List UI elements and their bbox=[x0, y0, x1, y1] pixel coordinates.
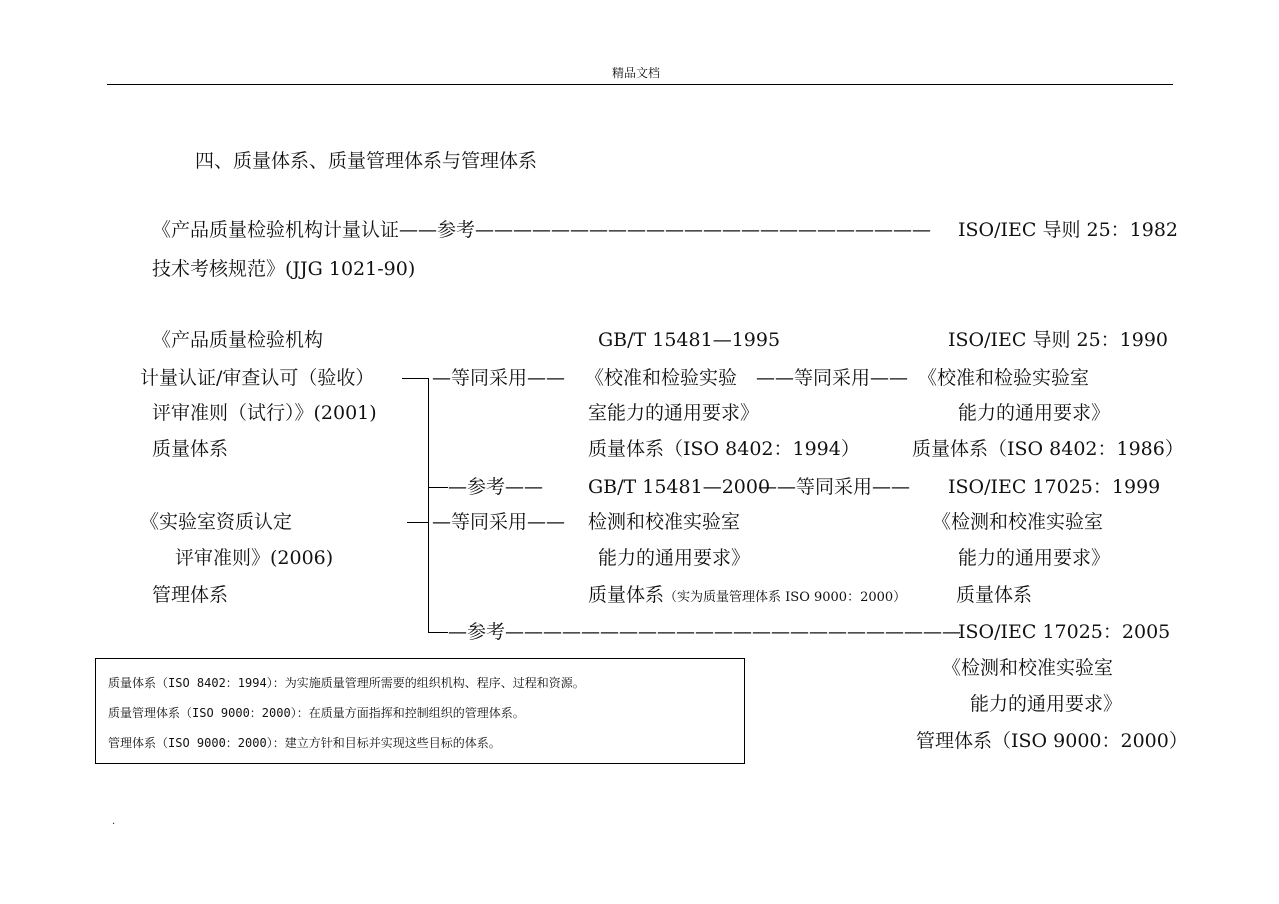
footer-mark: . bbox=[112, 816, 116, 827]
iso-2005-system: 管理体系（ISO 9000：2000） bbox=[916, 730, 1188, 752]
equal-adoption-label-mid-1: ——等同采用—— bbox=[756, 367, 909, 389]
reference-label-2: —参考———————————————————————— bbox=[448, 621, 962, 643]
gbt-2000-system bbox=[588, 583, 906, 610]
left-doc1-line3: 评审准则（试行）》(2001) bbox=[152, 402, 377, 424]
definition-quality-system: 质量体系（ISO 8402：1994）：为实施质量管理所需要的组织机构、程序、过程和资源。 bbox=[108, 676, 585, 690]
header-divider bbox=[107, 84, 1173, 85]
reference-label-1: —参考—— bbox=[448, 476, 544, 498]
gbt-15481-2000: GB/T 15481—2000 bbox=[588, 476, 771, 498]
iso-1999-system: 质量体系 bbox=[956, 584, 1033, 606]
definition-management-system: 管理体系（ISO 9000：2000）：建立方针和目标并实现这些目标的体系。 bbox=[108, 736, 501, 750]
iso-17025-1999: ISO/IEC 17025：1999 bbox=[948, 476, 1161, 498]
connector-doc2-stub bbox=[407, 522, 428, 523]
page-header-label: 精品文档 bbox=[612, 66, 661, 80]
gbt-15481-1995: GB/T 15481—1995 bbox=[598, 329, 781, 351]
gbt-2000-title-line2: 能力的通用要求》 bbox=[598, 547, 751, 569]
left-doc1-system: 质量体系 bbox=[152, 438, 229, 460]
gbt-2000-system-label: 质量体系 bbox=[588, 584, 665, 606]
iso-2005-title-line1: 《检测和校准实验室 bbox=[942, 657, 1114, 679]
jjg-reference-line: 《产品质量检验机构计量认证——参考———————————————————————— bbox=[152, 219, 932, 241]
left-doc1-line2: 计量认证/审查认可（验收） bbox=[140, 367, 375, 389]
iso-1990-title-line2: 能力的通用要求》 bbox=[958, 402, 1111, 424]
iso-17025-2005: ISO/IEC 17025：2005 bbox=[958, 621, 1171, 643]
jjg-title-line2: 技术考核规范》(JJG 1021-90) bbox=[152, 258, 416, 280]
equal-adoption-label-2: —等同采用—— bbox=[432, 511, 566, 533]
gbt-2000-title-line1: 检测和校准实验室 bbox=[588, 511, 741, 533]
iso-guide25-1982: ISO/IEC 导则 25：1982 bbox=[958, 219, 1179, 241]
equal-adoption-label-mid-2: ——等同采用—— bbox=[758, 476, 911, 498]
section-title: 四、质量体系、质量管理体系与管理体系 bbox=[195, 150, 538, 172]
iso-2005-title-line2: 能力的通用要求》 bbox=[970, 693, 1123, 715]
iso-guide25-1990: ISO/IEC 导则 25：1990 bbox=[948, 329, 1169, 351]
left-doc2-line2: 评审准则》(2006) bbox=[175, 547, 334, 569]
left-doc2-system: 管理体系 bbox=[152, 584, 229, 606]
gbt-1995-system: 质量体系（ISO 8402：1994） bbox=[588, 438, 860, 460]
gbt-2000-system-note: （实为质量管理体系 ISO 9000：2000） bbox=[664, 590, 907, 605]
iso-1990-title-line1: 《校准和检验实验室 bbox=[918, 367, 1090, 389]
iso-1999-title-line2: 能力的通用要求》 bbox=[958, 547, 1111, 569]
gbt-1995-title-line2: 室能力的通用要求》 bbox=[588, 402, 760, 424]
connector-trunk bbox=[428, 378, 429, 632]
connector-ref1-stub bbox=[428, 487, 448, 488]
definition-quality-management-system: 质量管理体系（ISO 9000：2000）：在质量方面指挥和控制组织的管理体系。 bbox=[108, 706, 525, 720]
left-doc1-line1: 《产品质量检验机构 bbox=[152, 329, 324, 351]
iso-1990-system: 质量体系（ISO 8402：1986） bbox=[912, 438, 1184, 460]
definitions-box bbox=[95, 658, 745, 764]
equal-adoption-label-1: —等同采用—— bbox=[432, 367, 566, 389]
connector-top-stub bbox=[402, 378, 429, 379]
iso-1999-title-line1: 《检测和校准实验室 bbox=[932, 511, 1104, 533]
left-doc2-line1: 《实验室资质认定 bbox=[140, 511, 293, 533]
connector-ref2-stub bbox=[428, 632, 448, 633]
gbt-1995-title-line1: 《校准和检验实验 bbox=[585, 367, 738, 389]
